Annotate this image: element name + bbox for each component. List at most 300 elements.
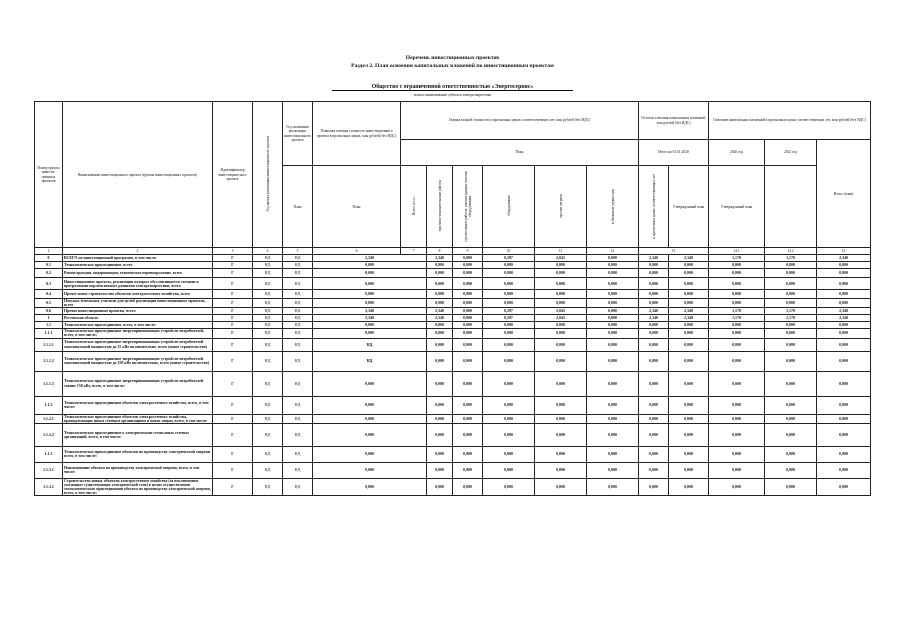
cell-value: 0,000	[765, 269, 817, 278]
cell-value: 0,000	[427, 423, 453, 446]
cell-value: 0,000	[587, 478, 639, 495]
table-row	[35, 396, 871, 414]
cell-value: 0,000	[669, 299, 709, 308]
cell-value: 0,000	[587, 396, 639, 414]
cell-value: 0,000	[817, 299, 871, 308]
hdr-sub-progn-text: в прогнозных ценах соответствующих лет	[651, 173, 656, 239]
cell-value: Г	[213, 315, 253, 322]
table-row	[35, 462, 871, 478]
cell-value: 2,340	[817, 315, 871, 322]
cell-group-number: 0.1	[35, 262, 63, 269]
cell-value: 0,000	[483, 414, 535, 423]
cell-value: 0,000	[453, 262, 483, 269]
cell-value: 0,000	[313, 299, 427, 308]
cell-value: 0,000	[483, 396, 535, 414]
cell-value: 0,000	[535, 462, 587, 478]
cell-value: 0,000	[453, 414, 483, 423]
cell-project-name: Технологическое присоединение объектов электросетевого хозяйства, всего, в том числе:	[63, 396, 213, 414]
cell-value: НД	[283, 290, 313, 299]
cell-value: 0,000	[483, 351, 535, 371]
column-number: 8	[427, 248, 453, 255]
cell-value: 0,000	[453, 338, 483, 351]
cell-value: 0,000	[453, 329, 483, 338]
cell-value: 0,000	[669, 329, 709, 338]
cell-value: 0,000	[313, 423, 427, 446]
cell-value: 0,000	[639, 351, 669, 371]
cell-value: 0,000	[535, 478, 587, 495]
cell-value: 2,340	[427, 315, 453, 322]
cell-value: 0,000	[639, 299, 669, 308]
cell-project-name: Технологическое присоединение, всего, в том числе:	[63, 322, 213, 329]
cell-value: 0,000	[427, 478, 453, 495]
cell-value: НД	[283, 308, 313, 315]
table-row	[35, 278, 871, 290]
cell-project-name: Технологическое присоединение энергопринимающих устройств потребителей максимальной мощностью до 150 кВт включительно, всего (новое строительство)	[63, 351, 213, 371]
cell-value: 0,000	[483, 278, 535, 290]
cell-value: 0,000	[669, 414, 709, 423]
cell-value: 0,000	[817, 396, 871, 414]
cell-value: 0,000	[313, 478, 427, 495]
cell-value: 0,000	[427, 414, 453, 423]
cell-value: 0,000	[709, 322, 765, 329]
hdr-plan-b: План	[313, 166, 401, 248]
cell-value: НД	[283, 262, 313, 269]
column-number: 14.2	[765, 248, 817, 255]
cell-value: 0,000	[427, 462, 453, 478]
cell-value: 0,000	[427, 269, 453, 278]
cell-value: 0,000	[765, 290, 817, 299]
cell-value: 0,297	[483, 308, 535, 315]
cell-value: НД	[283, 478, 313, 495]
cell-value: 2,340	[427, 255, 453, 262]
column-number: 11	[535, 248, 587, 255]
cell-value: 0,000	[483, 338, 535, 351]
cell-value: 0,000	[453, 278, 483, 290]
column-number: 1	[35, 248, 63, 255]
cell-value: 0,000	[817, 338, 871, 351]
cell-project-name: Прочие инвестиционные проекты, всего	[63, 308, 213, 315]
column-number: 15	[817, 248, 871, 255]
cell-value: 0,000	[639, 423, 669, 446]
cell-value: 0,000	[535, 278, 587, 290]
table-row	[35, 446, 871, 462]
cell-project-name: Реконструкция, модернизация, техническое перевооружение, всего	[63, 269, 213, 278]
column-number: 5	[283, 248, 313, 255]
cell-value: 0,000	[427, 351, 453, 371]
cell-project-name: Инвестиционные проекты, реализация которых обуславливается схемами и программами перспективного развития электроэнергетики, всего	[63, 278, 213, 290]
cell-value: НД	[283, 371, 313, 396]
org-name-note: полное наименование субъекта электроэнергетики	[413, 93, 492, 97]
cell-value: 1,170	[709, 315, 765, 322]
investment-table	[34, 101, 871, 496]
cell-value: НД	[283, 462, 313, 478]
cell-value: НД	[283, 322, 313, 329]
cell-value: 0,000	[427, 299, 453, 308]
cell-value: 0,000	[669, 290, 709, 299]
cell-value: НД	[283, 329, 313, 338]
cell-value: НД	[283, 269, 313, 278]
cell-value: 0,000	[427, 338, 453, 351]
hdr-sub-proch-text: прочие затраты	[558, 194, 563, 218]
hdr-sub-smr	[453, 166, 483, 248]
cell-value: 0,000	[453, 478, 483, 495]
cell-value: Г	[213, 262, 253, 269]
cell-group-number: 0.2	[35, 269, 63, 278]
cell-value: 0,000	[587, 255, 639, 262]
cell-value: 0,000	[639, 478, 669, 495]
hdr-sub-bazis-text: в базисном уровне цен	[610, 188, 615, 224]
hdr-plan-group: План	[401, 140, 639, 166]
cell-value: 2,340	[639, 308, 669, 315]
cell-project-name: Технологическое присоединение энергопринимающих устройств потребителей, всего, в том числе:	[63, 329, 213, 338]
cell-group-number: 1.1.3	[35, 446, 63, 462]
cell-project-name: Покупка земельных участков для целей реализации инвестиционных проектов, всего	[63, 299, 213, 308]
hdr-sub-smr-text: строительные работы, реконструкция, монтаж оборудования	[463, 170, 472, 242]
cell-group-number: 0.6	[35, 308, 63, 315]
cell-project-name: Технологическое присоединение, всего	[63, 262, 213, 269]
cell-value: НД	[283, 446, 313, 462]
cell-value: Г	[213, 308, 253, 315]
cell-value: 0,000	[817, 446, 871, 462]
org-name-text: Общество с ограниченной ответственностью «Энергосервис»	[332, 84, 573, 91]
cell-value: 0,000	[669, 423, 709, 446]
cell-value: 0,000	[817, 462, 871, 478]
cell-value: 0,000	[483, 290, 535, 299]
cell-value: 0,000	[587, 299, 639, 308]
table-row	[35, 478, 871, 495]
cell-value: 0,000	[313, 446, 427, 462]
cell-value: НД	[253, 329, 283, 338]
cell-value: 0,000	[483, 423, 535, 446]
cell-value: 2,340	[313, 308, 427, 315]
cell-group-number: 0.4	[35, 290, 63, 299]
cell-value: 2,340	[817, 308, 871, 315]
table-row	[35, 299, 871, 308]
cell-value: 0,000	[453, 299, 483, 308]
cell-value: 0,000	[709, 396, 765, 414]
hdr-start-year-text: Год начала реализации инвестиционного проекта	[265, 136, 270, 212]
cell-value: Г	[213, 322, 253, 329]
cell-group-number: 1.1.1.3	[35, 371, 63, 396]
cell-value: 0,000	[817, 290, 871, 299]
table-row	[35, 262, 871, 269]
table-row	[35, 255, 871, 262]
cell-value: 0,000	[313, 322, 427, 329]
cell-value: 0,000	[453, 351, 483, 371]
cell-value: 0,000	[817, 278, 871, 290]
cell-group-number: 1.1	[35, 322, 63, 329]
cell-value: 0,000	[709, 414, 765, 423]
cell-value: 0,000	[453, 315, 483, 322]
cell-value: 2,340	[669, 308, 709, 315]
cell-value: 0,000	[313, 290, 427, 299]
cell-value: 0,000	[639, 414, 669, 423]
cell-value: 0,000	[765, 396, 817, 414]
cell-value: 0,000	[483, 446, 535, 462]
column-number: 14.1	[709, 248, 765, 255]
cell-value: НД	[283, 351, 313, 371]
cell-value: НД	[253, 338, 283, 351]
cell-value: НД	[283, 299, 313, 308]
cell-group-number: 1.1.2.1	[35, 414, 63, 423]
hdr-year-2020: 2020 год	[709, 140, 765, 166]
cell-project-name: Наименование объекта по производству электрической энергии, всего, в том числе:	[63, 462, 213, 478]
cell-value: 0,000	[587, 315, 639, 322]
cell-value: 0,000	[765, 414, 817, 423]
cell-value: 0,000	[765, 338, 817, 351]
cell-value: Г	[213, 423, 253, 446]
table-row	[35, 315, 871, 322]
cell-value: 0,000	[313, 278, 427, 290]
cell-value: НД	[253, 351, 283, 371]
cell-value: 2,340	[313, 315, 427, 322]
cell-value: 0,000	[817, 371, 871, 396]
cell-value: Г	[213, 462, 253, 478]
cell-value: 0,000	[817, 269, 871, 278]
cell-value: 0,000	[313, 371, 427, 396]
cell-value: НД	[253, 322, 283, 329]
cell-value: 2,340	[313, 255, 427, 262]
cell-value: 0,000	[639, 396, 669, 414]
hdr-sub-bazis	[587, 166, 639, 248]
cell-value: 0,000	[535, 446, 587, 462]
cell-value: 0,000	[587, 278, 639, 290]
cell-value: НД	[283, 414, 313, 423]
doc-title-2: Раздел 2. План освоения капитальных вложений по инвестиционным проектам	[351, 63, 554, 69]
cell-value: НД	[253, 446, 283, 462]
table-row	[35, 351, 871, 371]
cell-value: Г	[213, 329, 253, 338]
cell-value: 0,000	[709, 299, 765, 308]
cell-value: 0,000	[765, 423, 817, 446]
cell-value: НД	[253, 255, 283, 262]
column-number: 4	[253, 248, 283, 255]
cell-value: 0,000	[639, 290, 669, 299]
cell-value: Г	[213, 299, 253, 308]
column-number: 12	[587, 248, 639, 255]
cell-value: Г	[213, 255, 253, 262]
cell-value: 0,000	[765, 299, 817, 308]
cell-value: 0,000	[483, 322, 535, 329]
cell-value: 0,000	[535, 414, 587, 423]
cell-value: 0,000	[483, 299, 535, 308]
cell-value: 0,000	[483, 478, 535, 495]
hdr-project-name: Наименование инвестиционного проекта (группы инвестиционных проектов)	[63, 102, 213, 248]
cell-value: НД	[253, 315, 283, 322]
hdr-sub-progn	[639, 166, 669, 248]
cell-value: 0,000	[817, 478, 871, 495]
cell-value: НД	[253, 262, 283, 269]
cell-value: 0,000	[709, 446, 765, 462]
cell-value: 0,000	[765, 278, 817, 290]
cell-value: 0,000	[669, 262, 709, 269]
cell-value: 0,000	[453, 423, 483, 446]
cell-value: Г	[213, 396, 253, 414]
cell-value: 2,340	[669, 315, 709, 322]
cell-value: 0,000	[453, 446, 483, 462]
cell-value: 0,000	[817, 423, 871, 446]
cell-group-number: 1.1.1.1	[35, 338, 63, 351]
table-row	[35, 414, 871, 423]
table-row	[35, 371, 871, 396]
table-row	[35, 338, 871, 351]
hdr-end-year: Год окончания реализации инвестиционного проекта	[283, 102, 313, 166]
cell-value: 0,000	[483, 269, 535, 278]
cell-value: 1,170	[709, 255, 765, 262]
cell-value: 0,000	[709, 338, 765, 351]
cell-value: 0,000	[639, 462, 669, 478]
column-number: 7	[401, 248, 427, 255]
cell-value: 0,000	[639, 322, 669, 329]
cell-value: 0,000	[669, 278, 709, 290]
hdr-itogo-na: Итого на 01.01.2020	[639, 140, 709, 166]
hdr-sub-utv2: Утвержденный план	[709, 166, 765, 248]
cell-value: 0,000	[765, 371, 817, 396]
cell-project-name: ВСЕГО по инвестиционной программе, в том числе:	[63, 255, 213, 262]
cell-value: 1,170	[709, 308, 765, 315]
column-number: 6	[313, 248, 401, 255]
cell-value: 0,000	[669, 462, 709, 478]
cell-value: НД	[253, 299, 283, 308]
cell-value: 1,170	[765, 255, 817, 262]
cell-value: НД	[283, 423, 313, 446]
cell-value: НД	[283, 338, 313, 351]
cell-value: 2,043	[535, 315, 587, 322]
cell-value: Г	[213, 351, 253, 371]
cell-value: НД	[283, 315, 313, 322]
cell-value: 0,000	[639, 278, 669, 290]
cell-value: 0,000	[669, 446, 709, 462]
cell-group-number: 1.1.1.2	[35, 351, 63, 371]
cell-value: 0,000	[535, 299, 587, 308]
cell-group-number: 0.3	[35, 278, 63, 290]
cell-value: 0,000	[313, 269, 427, 278]
cell-value: 0,000	[535, 351, 587, 371]
cell-value: Г	[213, 414, 253, 423]
cell-value: 0,000	[453, 322, 483, 329]
cell-value: 0,000	[587, 446, 639, 462]
cell-value: 0,000	[639, 269, 669, 278]
cell-value: 2,340	[639, 255, 669, 262]
cell-value: 0,000	[587, 308, 639, 315]
cell-value: 2,340	[639, 315, 669, 322]
cell-group-number: 1.1.2.2	[35, 423, 63, 446]
cell-value: 0,000	[587, 414, 639, 423]
cell-value: 0,000	[427, 262, 453, 269]
cell-value: 0,000	[427, 396, 453, 414]
cell-value: 0,000	[535, 371, 587, 396]
cell-value: 0,000	[535, 322, 587, 329]
hdr-full-cost: Оценка полной стоимости в прогнозных ценах соответствующих лет, млн рублей (без НДС)	[401, 102, 639, 140]
cell-value: 0,000	[483, 329, 535, 338]
cell-value: 0,000	[313, 262, 427, 269]
cell-value: 0,000	[587, 338, 639, 351]
cell-value: 0,000	[483, 262, 535, 269]
cell-project-name: Технологическое присоединение энергопринимающих устройств потребителей свыше 150 кВт, всего, в том числе:	[63, 371, 213, 396]
cell-project-name: Технологическое присоединение объектов по производству электрической энергии всего, в том числе:	[63, 446, 213, 462]
cell-value: 0,000	[765, 322, 817, 329]
cell-value: 0,000	[765, 462, 817, 478]
cell-value: 0,000	[709, 278, 765, 290]
hdr-start-year	[253, 102, 283, 248]
cell-value: 0,000	[483, 371, 535, 396]
cell-value: 0,000	[709, 290, 765, 299]
cell-value: 0,000	[639, 329, 669, 338]
hdr-itogo: Итого (план)	[817, 140, 871, 248]
cell-value: 0,000	[817, 262, 871, 269]
cell-value: 0,000	[709, 462, 765, 478]
cell-value: 0,000	[427, 290, 453, 299]
cell-value: 0,000	[587, 269, 639, 278]
cell-value: 0,000	[427, 322, 453, 329]
hdr-sub-obor	[483, 166, 535, 248]
cell-value: 0,000	[587, 322, 639, 329]
hdr-sub-obor-text: оборудование	[506, 195, 511, 217]
cell-value: 1,170	[765, 308, 817, 315]
cell-value: 0,000	[535, 262, 587, 269]
cell-value: 0,000	[535, 396, 587, 414]
cell-project-name: Прочее новое строительство объектов электросетевого хозяйства, всего	[63, 290, 213, 299]
column-number: 2	[63, 248, 213, 255]
cell-value: НД	[253, 308, 283, 315]
cell-project-name: Ростовская область	[63, 315, 213, 322]
cell-project-name: Технологическое присоединение объектов электросетевого хозяйства, принадлежащих иным сетевым организациям и иным лицам, всего, в том числе:	[63, 414, 213, 423]
cell-value: 0,000	[313, 396, 427, 414]
cell-value: 0,000	[765, 351, 817, 371]
cell-value: Г	[213, 290, 253, 299]
cell-value: НД	[253, 269, 283, 278]
cell-value: Г	[213, 338, 253, 351]
cell-value: 0,000	[535, 338, 587, 351]
cell-value: 0,297	[483, 255, 535, 262]
table-row	[35, 329, 871, 338]
cell-value: НД	[253, 462, 283, 478]
cell-value: 0,000	[709, 269, 765, 278]
cell-value: 0,000	[765, 446, 817, 462]
cell-value: 0,000	[709, 423, 765, 446]
cell-group-number: 1	[35, 315, 63, 322]
hdr-group-number: Номер группы инвести-ционных проектов	[35, 102, 63, 248]
cell-value: 0,000	[535, 329, 587, 338]
hdr-sub-pir-text: проектно-изыскательские работы	[437, 180, 442, 232]
table-row	[35, 290, 871, 299]
cell-value: 0,000	[639, 446, 669, 462]
cell-value: 0,000	[765, 478, 817, 495]
hdr-project-id: Идентификатор инвестицион-ного проекта	[213, 102, 253, 248]
cell-value: 0,000	[427, 278, 453, 290]
cell-value: 0,000	[709, 351, 765, 371]
hdr-plan-cost: Плановая сметная стоимость инвестиционного проекта в прогнозных ценах, млн рублей (без НДС)	[313, 102, 401, 166]
cell-value: НД	[313, 338, 427, 351]
doc-title-1: Перечень инвестиционных проектов	[405, 55, 500, 61]
hdr-sub-proch	[535, 166, 587, 248]
cell-value: 0,000	[669, 478, 709, 495]
table-row	[35, 308, 871, 315]
hdr-plan-a: План	[283, 166, 313, 248]
hdr-sub-pir	[427, 166, 453, 248]
cell-group-number: 1.1.3.1	[35, 462, 63, 478]
cell-value: НД	[283, 255, 313, 262]
hdr-sub-utv: Утвержденный план	[669, 166, 709, 248]
cell-value: 0,000	[669, 269, 709, 278]
hdr-sub-total	[401, 166, 427, 248]
cell-value: 0,000	[817, 329, 871, 338]
cell-value: 0,000	[765, 329, 817, 338]
cell-value: 0,000	[453, 308, 483, 315]
cell-value: 0,000	[313, 329, 427, 338]
cell-value: 0,000	[765, 262, 817, 269]
cell-value: 0,000	[483, 462, 535, 478]
